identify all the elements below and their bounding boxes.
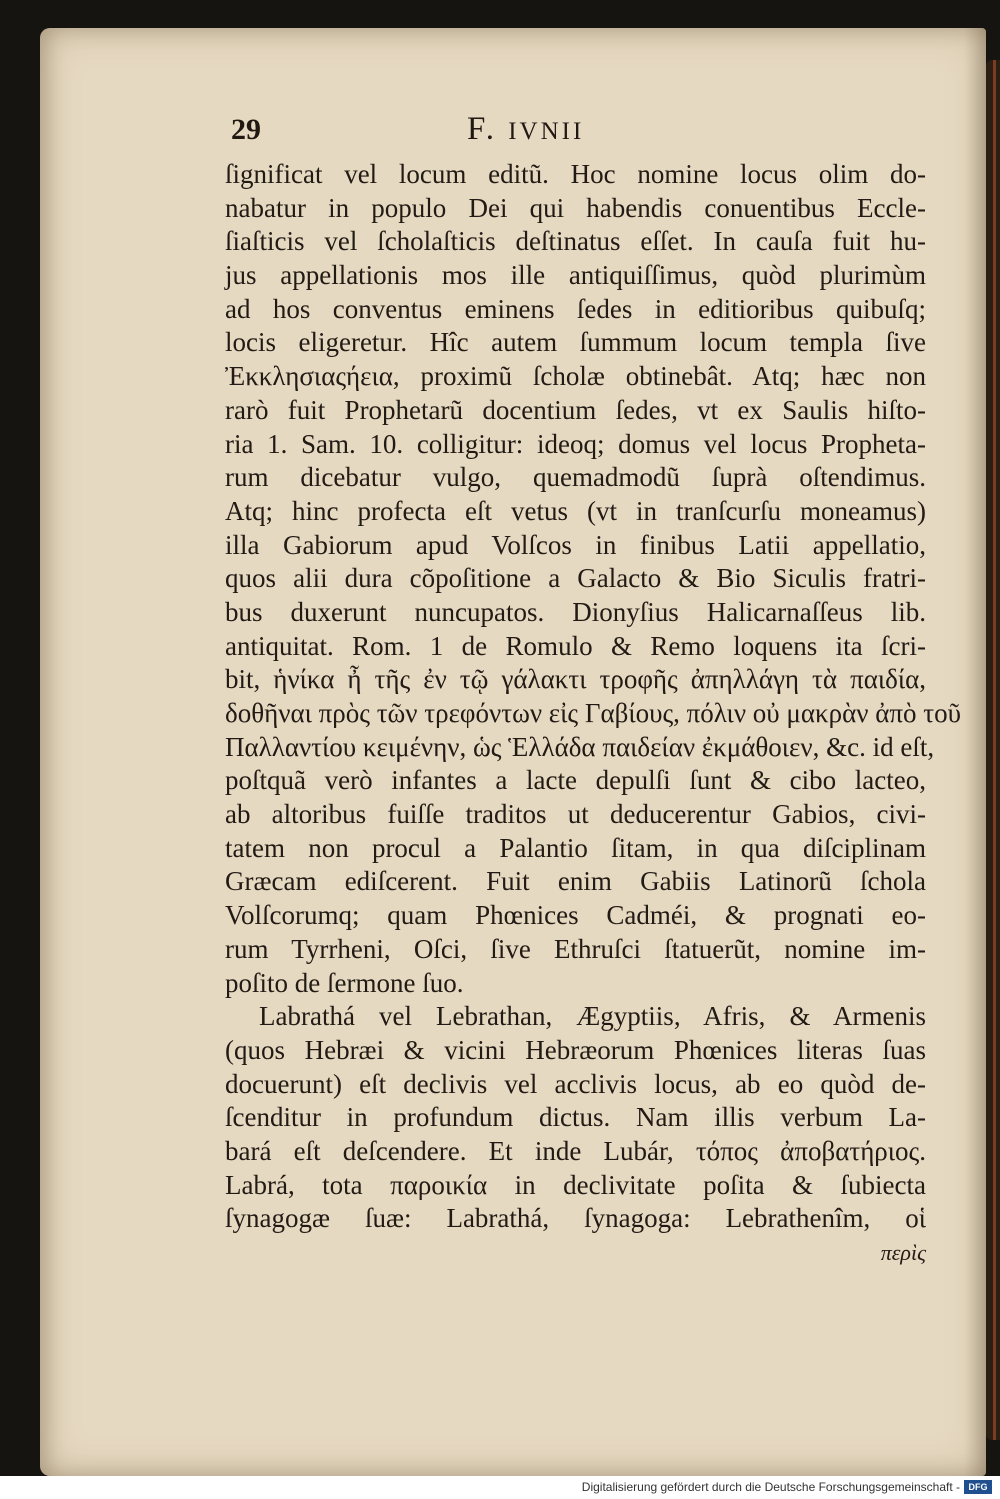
text-line: nabatur in populo Dei qui habendis conuentibus Eccle- (225, 192, 926, 223)
text-line: Volſcorumq; quam Phœnices Cadméi, & prognati eo- (225, 900, 926, 931)
running-title (467, 111, 584, 148)
text-line: (quos Hebræi & vicini Hebræorum Phœnices literas ſuas (225, 1034, 926, 1065)
text-line: δοθῆναι πρὸς τῶν τρεφόντων εἰς Γαβίους, πόλιν οὐ μακρὰν ἀπὸ τοῦ (225, 698, 961, 728)
text-line: poſito de ſermone ſuo. (225, 967, 464, 998)
dfg-logo: DFG (964, 1480, 992, 1494)
text-line: rarò fuit Prophetarũ docentium ſedes, vt ex Saulis hiſto- (225, 394, 926, 425)
text-line: rum Tyrrheni, Oſci, ſive Ethruſci ſtatuerũt, nomine im- (225, 933, 926, 964)
text-line: ſynagogæ ſuæ: Labrathá, ſynagoga: Lebrathenîm, οἱ (225, 1203, 926, 1234)
text-line: illa Gabiorum apud Volſcos in finibus Latii appellatio, (225, 529, 926, 560)
text-line: locis eligeretur. Hîc autem ſummum locum templa ſive (225, 327, 926, 358)
text-line: quos alii dura cõpoſitione a Galacto & Bio Siculis fratri- (225, 563, 926, 594)
text-line: Græcam ediſcerent. Fuit enim Gabiis Latinorũ ſchola (225, 866, 926, 897)
page-gutter-shadow (964, 28, 986, 1476)
text-line: Παλλαντίου κειμένην, ὡς Ἑλλάδα παιδείαν ἐκμάθοιεν, &c. id eſt, (225, 731, 935, 762)
catchword: περὶς (880, 1240, 926, 1265)
text-line: ſignificat vel locum editũ. Hoc nomine locus olim do- (225, 159, 926, 189)
text-line: bit, ἡνίκα ἦ τῆς ἐν τῷ γάλακτι τροφῆς ἀπηλλάγη τὰ παιδία, (225, 664, 926, 695)
text-line: jus appellationis mos ille antiquiſſimus, quòd plurimùm (225, 260, 926, 291)
text-line: Ἐκκλησιαςήεια, proximũ ſcholæ obtinebât. Atq; hæc non (225, 361, 926, 392)
footer-bar (0, 1476, 1000, 1499)
body-text (225, 158, 961, 1270)
text-line: ſcenditur in profundum dictus. Nam illis verbum La- (225, 1102, 926, 1133)
text-line: ab altoribus fuiſſe traditos ut deducerentur Gabios, civi- (225, 799, 926, 830)
footer-credit: Digitalisierung gefördert durch die Deutsche Forschungsgemeinschaft - (581, 1480, 960, 1494)
text-line: tatem non procul a Palantio ſitam, in qua diſciplinam (225, 832, 926, 863)
page-header (231, 111, 926, 157)
text-line: bus duxerunt nuncupatos. Dionyſius Halicarnaſſeus lib. (225, 596, 926, 627)
text-line: Labrathá vel Lebrathan, Ægyptiis, Afris, & Armenis (259, 1001, 926, 1032)
text-line: ſiaſticis vel ſcholaſticis deſtinatus eſſet. In cauſa fuit hu- (225, 226, 926, 257)
text-line: bará eſt deſcendere. Et inde Lubár, τόπος ἀποβατήριος. (225, 1135, 926, 1166)
running-title-rest: IVNII (508, 118, 585, 145)
text-line: ad hos conventus eminens ſedes in editioribus quibuſq; (225, 293, 926, 324)
text-line: ria 1. Sam. 10. colligitur: ideoq; domus vel locus Propheta- (225, 428, 926, 459)
page-number: 29 (231, 113, 261, 146)
running-title-initial: F. (467, 111, 497, 147)
book-edge-stripe (993, 60, 996, 1440)
text-line: Atq; hinc profecta eſt vetus (vt in tranſcurſu moneamus) (225, 495, 926, 526)
text-line: Labrá, tota παροικία in declivitate poſita & ſubiecta (225, 1169, 926, 1200)
text-line: poſtquã verò infantes a lacte depulſi ſunt & cibo lacteo, (225, 765, 926, 796)
text-line: docuerunt) eſt declivis vel acclivis locus, ab eo quòd de- (225, 1068, 926, 1099)
text-line: antiquitat. Rom. 1 de Romulo & Remo loquens ita ſcri- (225, 630, 926, 661)
text-line: rum dicebatur vulgo, quemadmodũ ſuprà oſtendimus. (225, 462, 926, 493)
